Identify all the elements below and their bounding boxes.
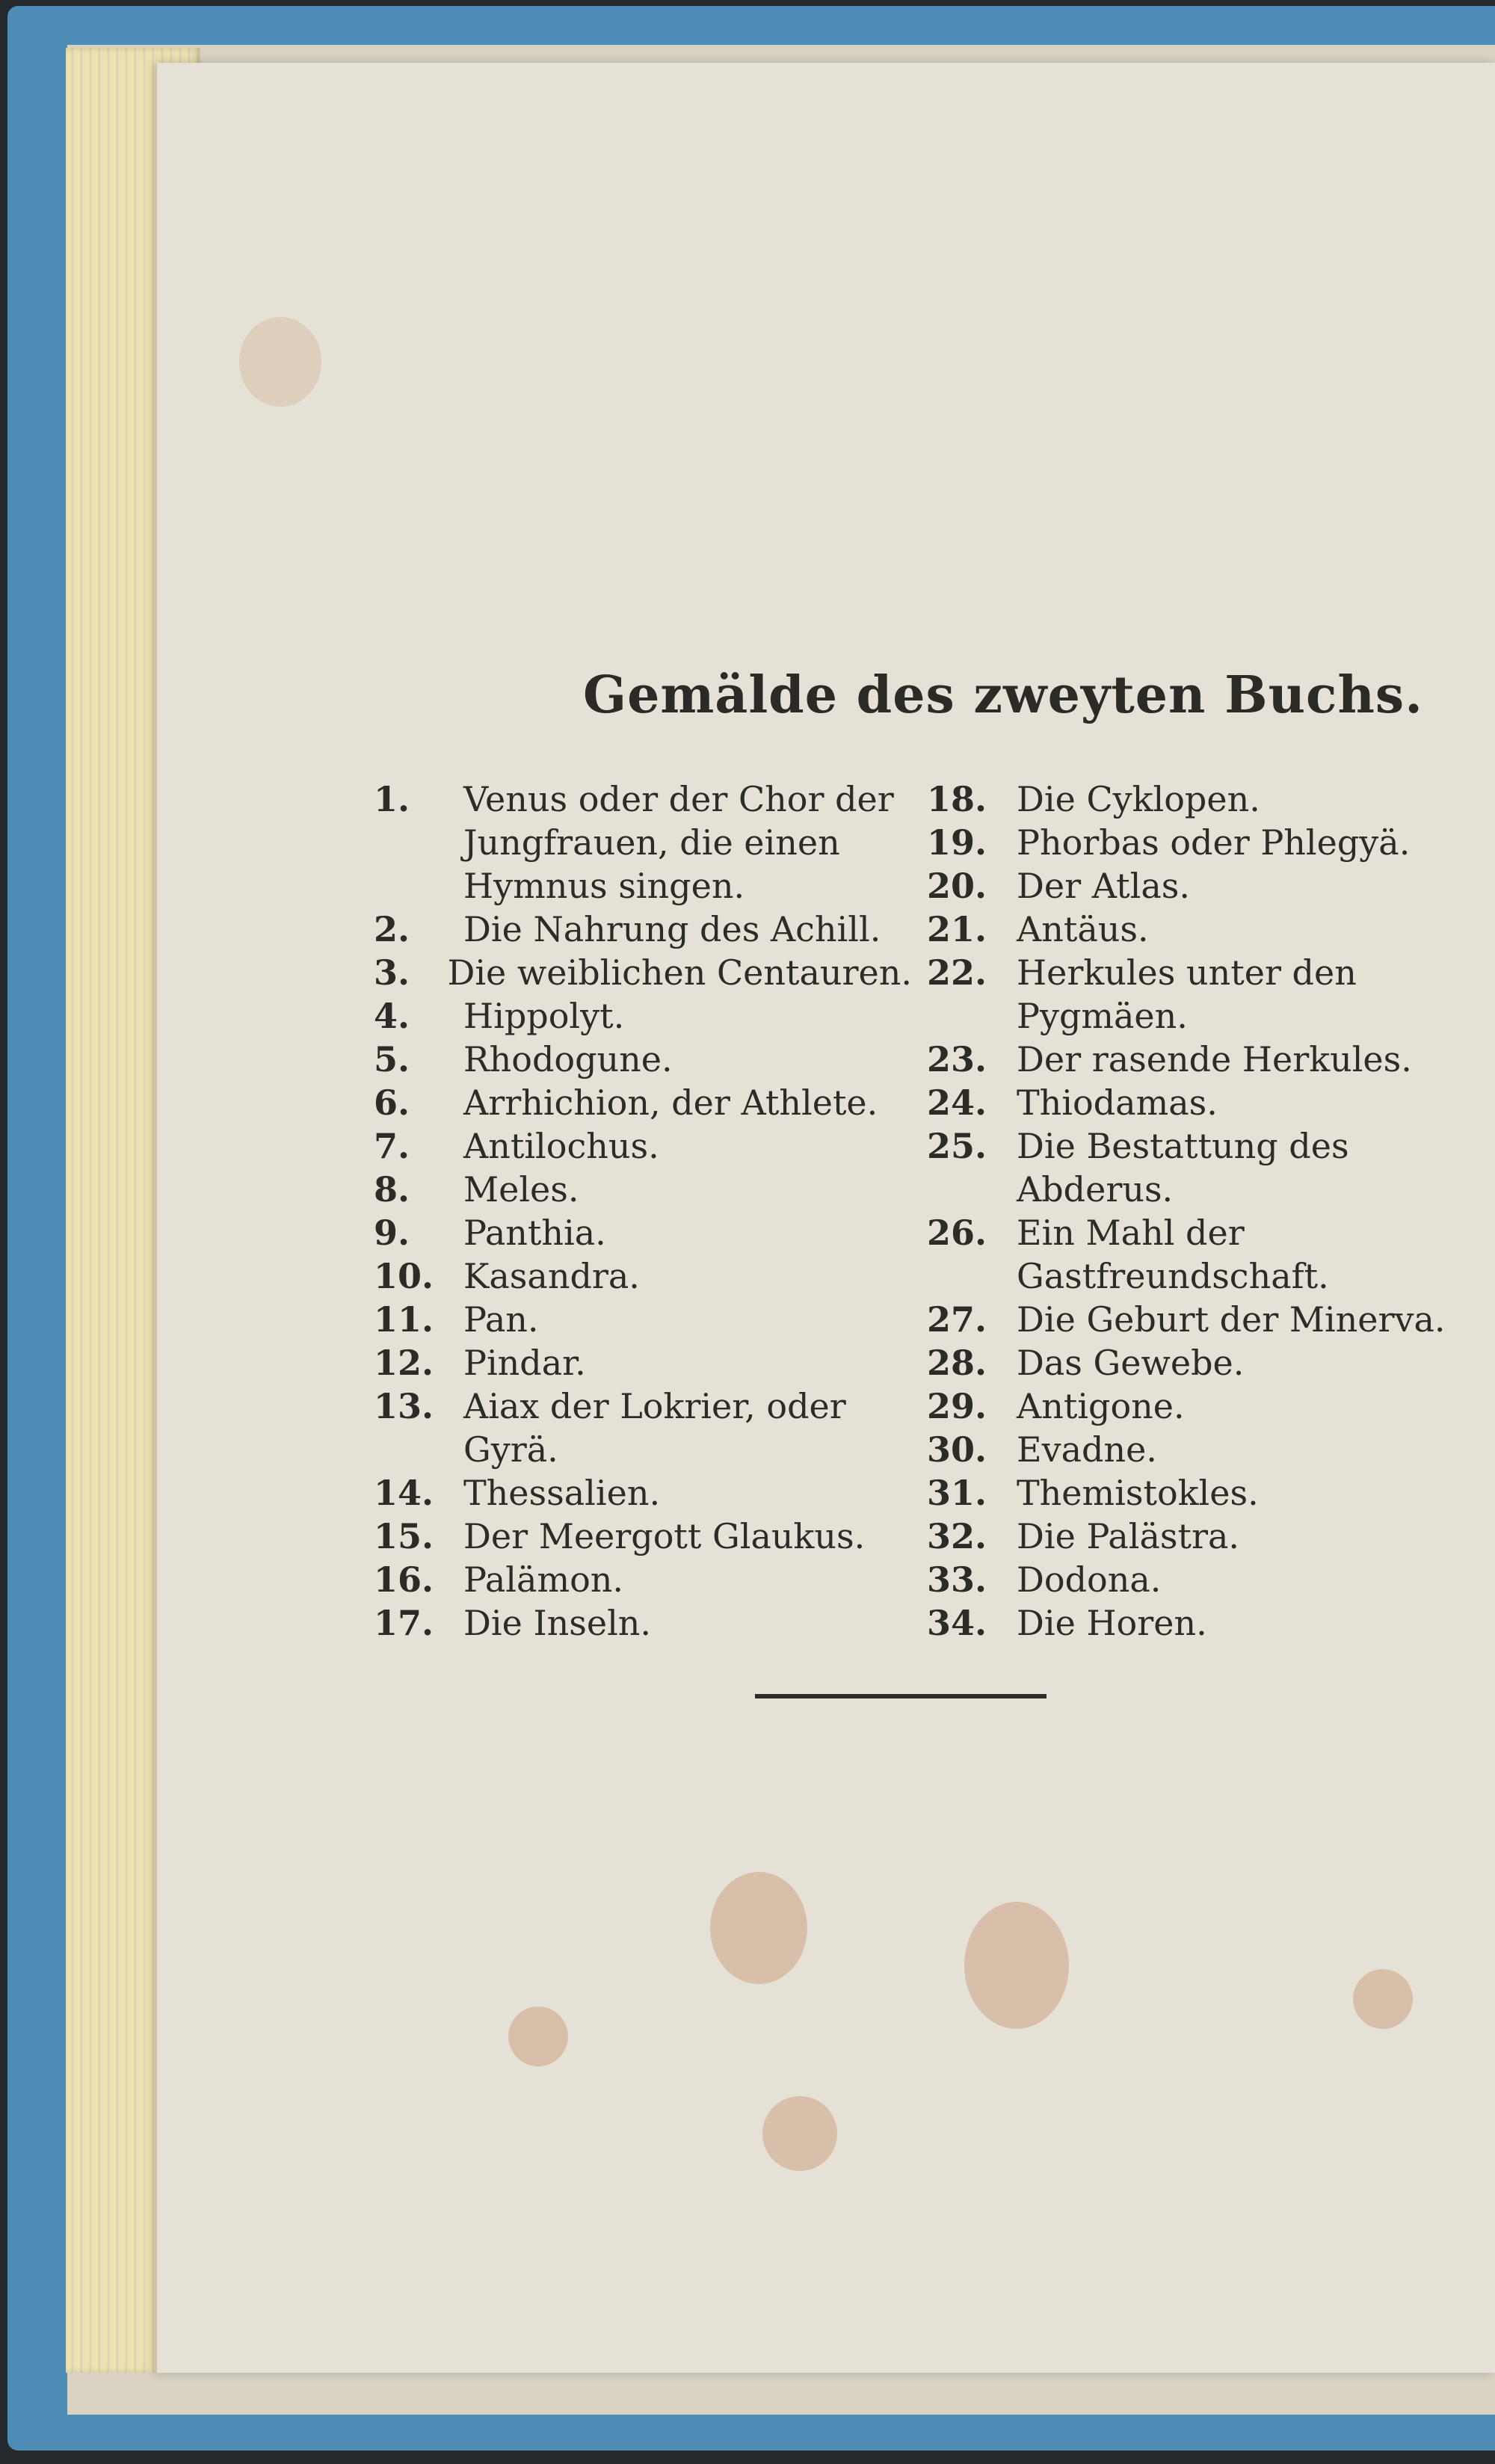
toc-entry bbox=[927, 864, 1465, 908]
toc-left-column bbox=[374, 777, 912, 1645]
toc-entry bbox=[374, 1515, 912, 1558]
entry-title: Pindar. bbox=[463, 1343, 586, 1383]
entry-number: 24. bbox=[927, 1082, 987, 1123]
entry-title: Antäus. bbox=[1017, 909, 1149, 949]
entry-number: 8. bbox=[374, 1169, 410, 1210]
entry-number: 18. bbox=[927, 779, 987, 819]
toc-entry bbox=[927, 1124, 1465, 1211]
toc-entry bbox=[374, 1211, 912, 1254]
toc-entry bbox=[374, 994, 912, 1038]
toc-entry bbox=[374, 777, 912, 908]
toc-right-column bbox=[927, 777, 1465, 1645]
entry-number: 25. bbox=[927, 1126, 987, 1166]
entry-title: Pan. bbox=[463, 1299, 539, 1340]
entry-title: Palämon. bbox=[463, 1559, 624, 1600]
toc-entry bbox=[927, 1515, 1465, 1558]
entry-number: 16. bbox=[374, 1559, 434, 1600]
entry-number: 13. bbox=[374, 1386, 434, 1426]
entry-title: Die weiblichen Centauren. bbox=[447, 952, 912, 993]
entry-number: 21. bbox=[927, 909, 987, 949]
toc-entry bbox=[374, 1385, 912, 1471]
toc-entry bbox=[374, 1298, 912, 1341]
entry-number: 10. bbox=[374, 1256, 434, 1296]
toc-entry bbox=[927, 1341, 1465, 1385]
entry-number: 9. bbox=[374, 1213, 410, 1253]
toc-entry bbox=[374, 1168, 912, 1211]
toc-entry bbox=[927, 951, 1465, 1038]
entry-title: Thessalien. bbox=[463, 1473, 661, 1513]
entry-number: 7. bbox=[374, 1126, 410, 1166]
toc-entry bbox=[374, 1038, 912, 1081]
entry-title: Arrhichion, der Athlete. bbox=[463, 1082, 878, 1123]
toc-entry bbox=[374, 1558, 912, 1601]
entry-number: 19. bbox=[927, 822, 987, 863]
entry-title: Dodona. bbox=[1017, 1559, 1162, 1600]
entry-title: Die Palästra. bbox=[1017, 1516, 1240, 1556]
entry-title: Die Horen. bbox=[1017, 1603, 1207, 1643]
stain bbox=[762, 2096, 837, 2171]
entry-title: Das Gewebe. bbox=[1017, 1343, 1245, 1383]
toc-entry bbox=[927, 1428, 1465, 1471]
entry-number: 5. bbox=[374, 1039, 410, 1079]
toc-entry bbox=[374, 1341, 912, 1385]
toc-entry bbox=[927, 1211, 1465, 1298]
toc-entry bbox=[374, 1471, 912, 1515]
toc-entry bbox=[927, 1558, 1465, 1601]
closing-rule bbox=[755, 1694, 1046, 1698]
toc-entry bbox=[927, 1081, 1465, 1124]
entry-title: Ein Mahl der Gastfreundschaft. bbox=[1017, 1213, 1329, 1296]
entry-number: 28. bbox=[927, 1343, 987, 1383]
entry-number: 22. bbox=[927, 952, 987, 993]
stain bbox=[239, 317, 321, 407]
entry-title: Die Bestattung des Abderus. bbox=[1017, 1126, 1349, 1210]
entry-title: Panthia. bbox=[463, 1213, 606, 1253]
entry-number: 2. bbox=[374, 909, 410, 949]
entry-number: 15. bbox=[374, 1516, 434, 1556]
entry-title: Kasandra. bbox=[463, 1256, 640, 1296]
entry-number: 1. bbox=[374, 779, 410, 819]
entry-title: Der Meergott Glaukus. bbox=[463, 1516, 866, 1556]
entry-title: Venus oder der Chor der Jungfrauen, die einen Hymnus singen. bbox=[463, 779, 894, 906]
entry-number: 32. bbox=[927, 1516, 987, 1556]
stain bbox=[964, 1902, 1069, 2029]
toc-entry bbox=[374, 1124, 912, 1168]
toc-entry bbox=[374, 1081, 912, 1124]
entry-title: Themistokles. bbox=[1017, 1473, 1259, 1513]
entry-number: 34. bbox=[927, 1603, 987, 1643]
toc-entry bbox=[374, 1601, 912, 1645]
entry-title: Meles. bbox=[463, 1169, 579, 1210]
entry-title: Rhodogune. bbox=[463, 1039, 673, 1079]
entry-number: 33. bbox=[927, 1559, 987, 1600]
entry-title: Herkules unter den Pygmäen. bbox=[1017, 952, 1357, 1036]
entry-number: 20. bbox=[927, 866, 987, 906]
stain bbox=[508, 2006, 568, 2066]
entry-number: 30. bbox=[927, 1429, 987, 1470]
toc-entry bbox=[374, 951, 912, 994]
entry-title: Der Atlas. bbox=[1017, 866, 1190, 906]
entry-number: 17. bbox=[374, 1603, 434, 1643]
entry-title: Hippolyt. bbox=[463, 996, 625, 1036]
toc-entry bbox=[927, 821, 1465, 864]
entry-title: Die Cyklopen. bbox=[1017, 779, 1260, 819]
entry-title: Die Nahrung des Achill. bbox=[463, 909, 881, 949]
entry-title: Evadne. bbox=[1017, 1429, 1157, 1470]
entry-number: 11. bbox=[374, 1299, 434, 1340]
toc-entry bbox=[927, 1601, 1465, 1645]
toc-entry bbox=[927, 1471, 1465, 1515]
entry-number: 23. bbox=[927, 1039, 987, 1079]
entry-title: Der rasende Herkules. bbox=[1017, 1039, 1412, 1079]
toc-entry bbox=[927, 908, 1465, 951]
entry-number: 6. bbox=[374, 1082, 410, 1123]
entry-number: 27. bbox=[927, 1299, 987, 1340]
entry-title: Antigone. bbox=[1017, 1386, 1185, 1426]
toc-entry bbox=[374, 1254, 912, 1298]
entry-number: 26. bbox=[927, 1213, 987, 1253]
entry-number: 31. bbox=[927, 1473, 987, 1513]
toc-entry bbox=[927, 1385, 1465, 1428]
entry-number: 4. bbox=[374, 996, 410, 1036]
entry-title: Aiax der Lokrier, oder Gyrä. bbox=[463, 1386, 846, 1470]
entry-title: Thiodamas. bbox=[1017, 1082, 1218, 1123]
page-title: Gemälde des zweyten Buchs. bbox=[583, 665, 1423, 725]
entry-title: Antilochus. bbox=[463, 1126, 659, 1166]
toc-entry bbox=[927, 1038, 1465, 1081]
entry-number: 3. bbox=[374, 952, 410, 993]
toc-entry bbox=[927, 1298, 1465, 1341]
stain bbox=[1353, 1969, 1413, 2029]
entry-number: 12. bbox=[374, 1343, 434, 1383]
entry-number: 29. bbox=[927, 1386, 987, 1426]
toc-entry bbox=[927, 777, 1465, 821]
entry-title: Phorbas oder Phlegyä. bbox=[1017, 822, 1411, 863]
entry-number: 14. bbox=[374, 1473, 434, 1513]
toc-entry bbox=[374, 908, 912, 951]
entry-title: Die Geburt der Minerva. bbox=[1017, 1299, 1446, 1340]
stain bbox=[710, 1872, 807, 1984]
entry-title: Die Inseln. bbox=[463, 1603, 652, 1643]
